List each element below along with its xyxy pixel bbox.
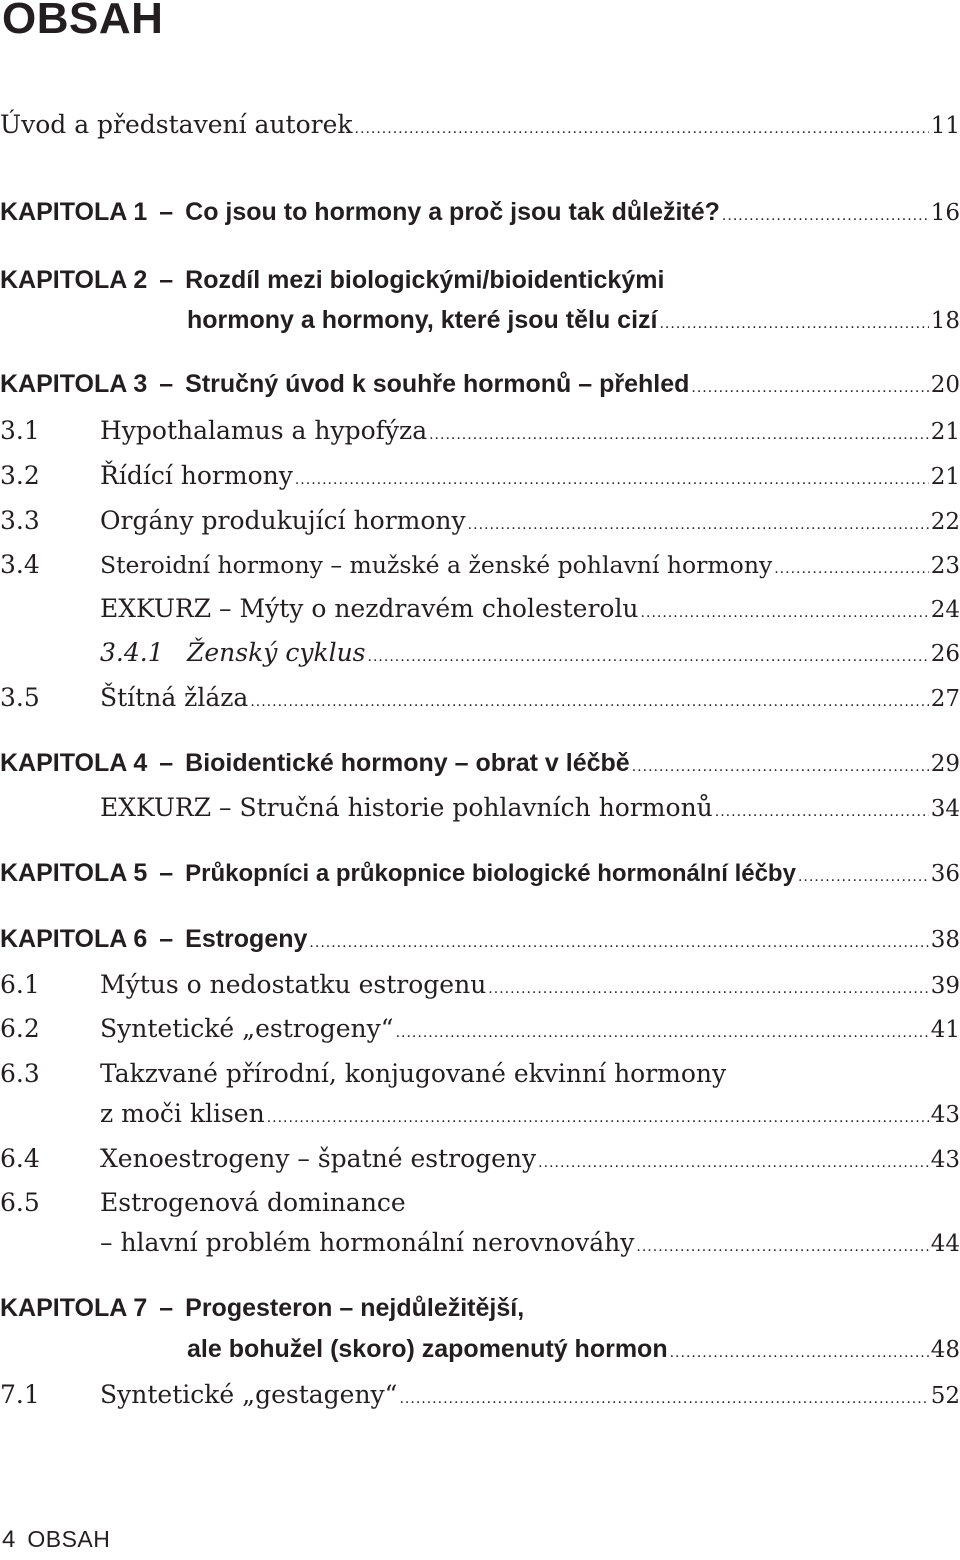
toc-entry-label: Xenoestrogeny – špatné estrogeny bbox=[100, 1144, 537, 1173]
dot-leader bbox=[267, 1110, 929, 1126]
dot-leader bbox=[636, 1239, 928, 1255]
dash: – bbox=[159, 1294, 174, 1322]
toc-entry-label: ale bohužel (skoro) zapomenutý hormon bbox=[187, 1335, 668, 1363]
dot-leader bbox=[355, 121, 929, 137]
toc-page-number: 24 bbox=[930, 597, 960, 623]
toc-entry-label: Průkopníci a průkopnice biologické hormonální léčby bbox=[185, 860, 796, 887]
chapter-number: KAPITOLA 1 bbox=[0, 198, 148, 226]
toc-page-number: 52 bbox=[930, 1383, 960, 1409]
toc-entry-label: Bioidentické hormony – obrat v léčbě bbox=[185, 749, 630, 777]
toc-page-number: 11 bbox=[930, 113, 960, 139]
toc-entry-label: Estrogeny bbox=[185, 925, 308, 953]
dot-leader bbox=[722, 208, 929, 224]
section-number: 6.4 bbox=[0, 1144, 40, 1173]
section-number: 3.4 bbox=[0, 550, 40, 579]
toc-entry-6-3[interactable] bbox=[0, 1059, 960, 1099]
toc-entry-label: Steroidní hormony – mužské a ženské pohlavní hormony bbox=[100, 551, 773, 579]
page-footer bbox=[2, 1526, 110, 1560]
toc-page-number: 41 bbox=[930, 1017, 960, 1043]
section-number: 6.5 bbox=[0, 1188, 40, 1217]
toc-page-number: 36 bbox=[930, 861, 960, 887]
toc-entry-label: Ženský cyklus bbox=[187, 638, 366, 667]
section-number: 3.2 bbox=[0, 461, 40, 490]
toc-entry-3-1[interactable] bbox=[0, 416, 960, 456]
dash: – bbox=[159, 198, 174, 226]
section-number: 3.1 bbox=[0, 416, 40, 445]
toc-page-number: 16 bbox=[930, 200, 960, 226]
toc-entry-label: Úvod a představení autorek bbox=[0, 110, 353, 139]
footer-page-number: 4 bbox=[2, 1526, 16, 1553]
toc-entry-3-5[interactable] bbox=[0, 683, 960, 723]
dot-leader bbox=[368, 649, 929, 665]
toc-entry-3-3[interactable] bbox=[0, 506, 960, 546]
toc-page-number: 29 bbox=[930, 751, 960, 777]
toc-entry-chapter-4[interactable] bbox=[0, 749, 960, 789]
toc-entry-6-1[interactable] bbox=[0, 970, 960, 1010]
toc-page-number: 23 bbox=[930, 553, 960, 579]
toc-entry-label: Řídící hormony bbox=[100, 461, 293, 490]
toc-entry-chapter-7-cont[interactable] bbox=[0, 1335, 960, 1375]
dot-leader bbox=[691, 380, 928, 396]
dot-leader bbox=[309, 935, 928, 951]
toc-page-number: 26 bbox=[930, 641, 960, 667]
toc-entry-3-4-1[interactable] bbox=[0, 638, 960, 678]
dot-leader bbox=[468, 517, 929, 533]
chapter-number: KAPITOLA 4 bbox=[0, 749, 148, 777]
toc-entry-label: hormony a hormony, které jsou tělu cizí bbox=[187, 306, 658, 334]
toc-page-number: 43 bbox=[930, 1102, 960, 1128]
toc-entry-exkurz-cholesterol[interactable] bbox=[0, 594, 960, 634]
dot-leader bbox=[295, 472, 929, 488]
dot-leader bbox=[488, 981, 928, 997]
toc-entry-chapter-3[interactable] bbox=[0, 370, 960, 410]
dot-leader bbox=[641, 605, 929, 621]
section-number: 3.4.1 bbox=[100, 638, 164, 667]
dot-leader bbox=[399, 1391, 928, 1407]
dot-leader bbox=[774, 561, 928, 577]
dot-leader bbox=[798, 869, 929, 885]
section-number: 6.2 bbox=[0, 1014, 40, 1043]
dash: – bbox=[159, 859, 174, 887]
dash: – bbox=[159, 925, 174, 953]
toc-entry-label: – hlavní problém hormonální nerovnováhy bbox=[100, 1228, 635, 1257]
toc-entry-3-2[interactable] bbox=[0, 461, 960, 501]
toc-page-number: 21 bbox=[930, 464, 960, 490]
chapter-number: KAPITOLA 2 bbox=[0, 266, 148, 294]
toc-entry-label: Takzvané přírodní, konjugované ekvinní hormony bbox=[100, 1059, 727, 1088]
toc-entry-intro[interactable] bbox=[0, 110, 960, 150]
toc-entry-label: z moči klisen bbox=[100, 1099, 265, 1128]
toc-page-number: 44 bbox=[930, 1231, 960, 1257]
toc-entry-chapter-2[interactable] bbox=[0, 266, 960, 306]
toc-page-number: 43 bbox=[930, 1147, 960, 1173]
toc-entry-label: Progesteron – nejdůležitější, bbox=[185, 1294, 525, 1322]
dot-leader bbox=[670, 1345, 929, 1361]
toc-entry-exkurz-history[interactable] bbox=[0, 793, 960, 833]
dot-leader bbox=[250, 694, 928, 710]
toc-page-number: 21 bbox=[930, 419, 960, 445]
section-number: 6.3 bbox=[0, 1059, 40, 1088]
section-number: 7.1 bbox=[0, 1380, 40, 1409]
toc-page-number: 48 bbox=[930, 1337, 960, 1363]
chapter-number: KAPITOLA 6 bbox=[0, 925, 148, 953]
toc-entry-chapter-7[interactable] bbox=[0, 1294, 960, 1334]
toc-entry-label: Syntetické „estrogeny“ bbox=[100, 1014, 394, 1043]
toc-entry-chapter-1[interactable] bbox=[0, 198, 960, 238]
toc-entry-label: EXKURZ – Stručná historie pohlavních hormonů bbox=[100, 793, 713, 822]
toc-page-number: 18 bbox=[930, 308, 960, 334]
dash: – bbox=[159, 749, 174, 777]
section-number: 3.3 bbox=[0, 506, 40, 535]
toc-entry-label: Stručný úvod k souhře hormonů – přehled bbox=[185, 370, 690, 398]
toc-page-number: 22 bbox=[930, 509, 960, 535]
toc-entry-label: Štítná žláza bbox=[100, 683, 249, 712]
toc-entry-label: Mýtus o nedostatku estrogenu bbox=[100, 970, 487, 999]
toc-entry-label: EXKURZ – Mýty o nezdravém cholesterolu bbox=[100, 594, 639, 623]
toc-entry-chapter-5[interactable] bbox=[0, 859, 960, 899]
toc-page-number: 38 bbox=[930, 927, 960, 953]
section-number: 6.1 bbox=[0, 970, 40, 999]
toc-entry-label: Estrogenová dominance bbox=[100, 1188, 406, 1217]
toc-entry-6-4[interactable] bbox=[0, 1144, 960, 1184]
toc-entry-6-3-cont[interactable] bbox=[0, 1099, 960, 1139]
dot-leader bbox=[396, 1025, 929, 1041]
dot-leader bbox=[538, 1155, 929, 1171]
toc-entry-7-1[interactable] bbox=[0, 1380, 960, 1420]
dot-leader bbox=[429, 427, 929, 443]
toc-page-number: 20 bbox=[930, 372, 960, 398]
toc-entry-6-5-cont[interactable] bbox=[0, 1228, 960, 1268]
toc-entry-label: Rozdíl mezi biologickými/bioidentickými bbox=[185, 266, 665, 294]
toc-entry-6-2[interactable] bbox=[0, 1014, 960, 1054]
chapter-number: KAPITOLA 7 bbox=[0, 1294, 148, 1322]
chapter-number: KAPITOLA 3 bbox=[0, 370, 148, 398]
chapter-number: KAPITOLA 5 bbox=[0, 859, 148, 887]
toc-entry-chapter-2-cont[interactable] bbox=[0, 306, 960, 346]
toc-entry-label: Hypothalamus a hypofýza bbox=[100, 416, 428, 445]
toc-entry-6-5[interactable] bbox=[0, 1188, 960, 1228]
page-title: OBSAH bbox=[2, 0, 164, 43]
toc-page-number: 39 bbox=[930, 973, 960, 999]
dot-leader bbox=[659, 316, 928, 332]
footer-running-title: OBSAH bbox=[27, 1526, 111, 1552]
dot-leader bbox=[632, 759, 929, 775]
toc-page-number: 34 bbox=[930, 796, 960, 822]
toc-entry-label: Co jsou to hormony a proč jsou tak důležité? bbox=[185, 198, 720, 226]
toc-entry-chapter-6[interactable] bbox=[0, 925, 960, 965]
dot-leader bbox=[715, 804, 929, 820]
dash: – bbox=[159, 370, 174, 398]
toc-entry-3-4[interactable] bbox=[0, 550, 960, 590]
section-number: 3.5 bbox=[0, 683, 40, 712]
toc-entry-label: Syntetické „gestageny“ bbox=[100, 1380, 398, 1409]
toc-entry-label: Orgány produkující hormony bbox=[100, 506, 466, 535]
dash: – bbox=[159, 266, 174, 294]
toc-page-number: 27 bbox=[930, 686, 960, 712]
